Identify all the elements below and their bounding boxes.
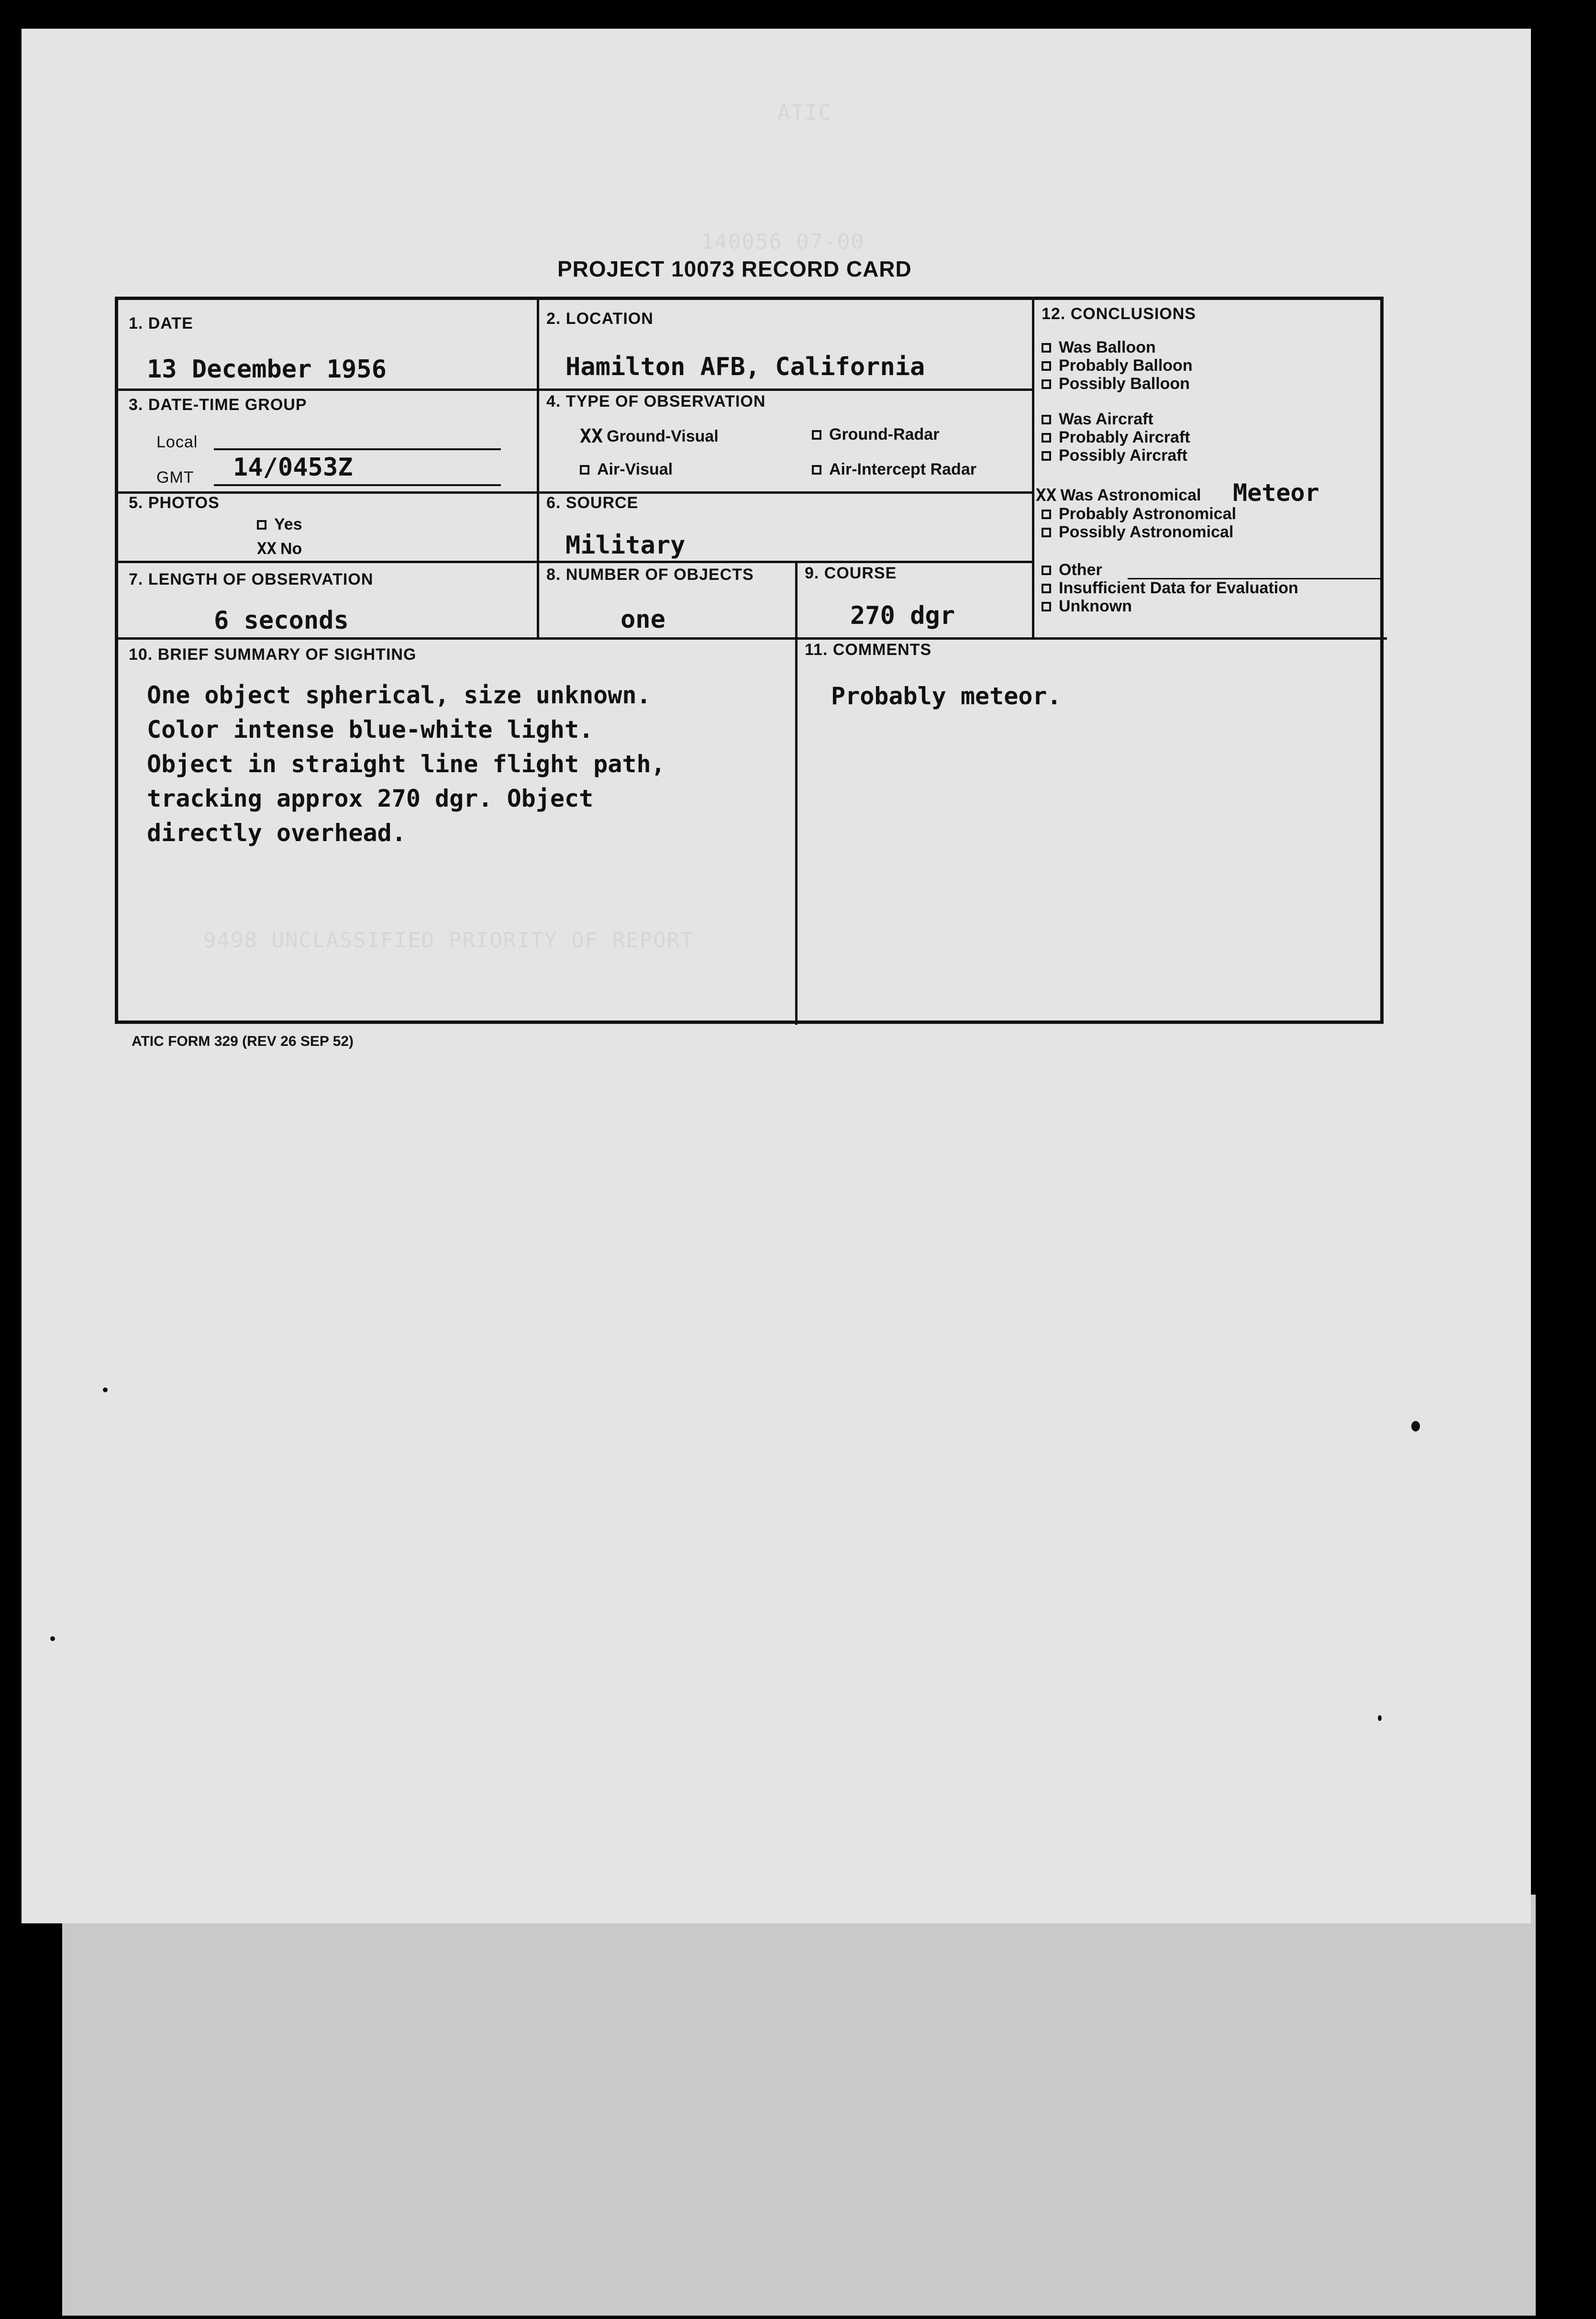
divider-row-3 <box>118 561 1032 563</box>
number-of-objects-label: 8. NUMBER OF OBJECTS <box>546 566 754 584</box>
conclusion-probably-aircraft[interactable] <box>1042 428 1190 447</box>
probably-astronomical-checkbox-icon <box>1042 510 1051 519</box>
was-aircraft-checkbox-icon <box>1042 415 1051 424</box>
course-label: 9. COURSE <box>805 564 897 582</box>
length-of-observation-label: 7. LENGTH OF OBSERVATION <box>129 570 374 588</box>
summary-line-3: Object in straight line flight path, <box>147 750 665 778</box>
option-ground-visual[interactable] <box>580 425 719 447</box>
option-air-intercept-radar[interactable] <box>812 460 976 479</box>
divider-col-1 <box>537 300 539 637</box>
source-label: 6. SOURCE <box>546 494 639 512</box>
possibly-aircraft-label: Possibly Aircraft <box>1059 446 1187 465</box>
film-speck <box>1378 1715 1382 1721</box>
summary-line-1: One object spherical, size unknown. <box>147 681 651 709</box>
conclusion-insufficient-data[interactable] <box>1042 579 1298 598</box>
conclusion-possibly-balloon[interactable] <box>1042 375 1190 393</box>
other-checkbox-icon <box>1042 566 1051 575</box>
photos-no-checkmark: XX <box>257 539 277 558</box>
insufficient-data-label: Insufficient Data for Evaluation <box>1059 579 1298 597</box>
type-of-observation-label: 4. TYPE OF OBSERVATION <box>546 392 766 411</box>
was-astronomical-checkmark: XX <box>1036 486 1057 505</box>
divider-row-4 <box>118 637 1387 640</box>
probably-balloon-label: Probably Balloon <box>1059 356 1193 375</box>
summary-line-5: directly overhead. <box>147 819 406 847</box>
option-photos-yes[interactable] <box>257 515 302 534</box>
conclusion-possibly-aircraft[interactable] <box>1042 446 1187 465</box>
summary-label: 10. BRIEF SUMMARY OF SIGHTING <box>129 645 417 664</box>
air-intercept-radar-label: Air-Intercept Radar <box>829 460 976 478</box>
possibly-balloon-label: Possibly Balloon <box>1059 375 1190 393</box>
unknown-label: Unknown <box>1059 597 1132 615</box>
date-label: 1. DATE <box>129 314 193 333</box>
length-of-observation-value: 6 seconds <box>214 606 349 635</box>
summary-line-2: Color intense blue-white light. <box>147 716 594 743</box>
gmt-label: GMT <box>156 468 194 487</box>
summary-line-4: tracking approx 270 dgr. Object <box>147 785 594 812</box>
conclusion-other[interactable] <box>1042 561 1102 579</box>
local-underline <box>214 448 501 450</box>
film-speck <box>103 1387 108 1392</box>
comments-value: Probably meteor. <box>831 682 1062 710</box>
conclusion-probably-balloon[interactable] <box>1042 356 1193 375</box>
was-balloon-checkbox-icon <box>1042 343 1051 353</box>
bleed-through-text-1: ATIC <box>777 100 832 125</box>
probably-aircraft-label: Probably Aircraft <box>1059 428 1190 446</box>
astronomical-note: Meteor <box>1233 479 1319 507</box>
possibly-aircraft-checkbox-icon <box>1042 451 1051 461</box>
other-label: Other <box>1059 561 1102 579</box>
photos-label: 5. PHOTOS <box>129 494 220 512</box>
option-air-visual[interactable] <box>580 460 673 479</box>
possibly-balloon-checkbox-icon <box>1042 379 1051 389</box>
option-ground-radar[interactable] <box>812 425 939 444</box>
conclusions-label: 12. CONCLUSIONS <box>1042 305 1196 323</box>
divider-col-4 <box>795 637 798 1025</box>
background-lower-sheet <box>62 1895 1536 2316</box>
possibly-astronomical-label: Possibly Astronomical <box>1059 523 1234 541</box>
bleed-through-text-2: 140056 07-00 <box>701 230 864 254</box>
card-title: PROJECT 10073 RECORD CARD <box>557 256 912 281</box>
air-visual-label: Air-Visual <box>597 460 673 478</box>
air-visual-checkbox-icon <box>580 465 589 475</box>
was-balloon-label: Was Balloon <box>1059 338 1156 356</box>
summary-text <box>147 678 665 850</box>
date-time-group-label: 3. DATE-TIME GROUP <box>129 396 307 414</box>
photos-yes-label: Yes <box>274 515 302 533</box>
conclusion-was-aircraft[interactable] <box>1042 410 1153 429</box>
probably-balloon-checkbox-icon <box>1042 361 1051 371</box>
comments-label: 11. COMMENTS <box>805 641 932 659</box>
was-astronomical-label: Was Astronomical <box>1060 486 1201 504</box>
ground-visual-checkmark: XX <box>580 425 603 447</box>
photos-no-label: No <box>280 539 302 558</box>
gmt-value: 14/0453Z <box>233 453 353 482</box>
form-identifier: ATIC FORM 329 (REV 26 SEP 52) <box>132 1033 354 1049</box>
unknown-checkbox-icon <box>1042 602 1051 611</box>
probably-aircraft-checkbox-icon <box>1042 433 1051 443</box>
film-speck <box>1411 1421 1420 1431</box>
date-value: 13 December 1956 <box>147 355 387 384</box>
film-speck <box>50 1636 55 1641</box>
photos-yes-checkbox-icon <box>257 520 266 530</box>
location-label: 2. LOCATION <box>546 310 654 328</box>
conclusion-unknown[interactable] <box>1042 597 1132 616</box>
bleed-through-text-3: 9498 UNCLASSIFIED PRIORITY OF REPORT <box>203 928 694 953</box>
divider-col-2 <box>1032 300 1034 637</box>
ground-radar-label: Ground-Radar <box>829 425 940 444</box>
insufficient-data-checkbox-icon <box>1042 584 1051 593</box>
number-of-objects-value: one <box>621 605 665 634</box>
conclusion-was-balloon[interactable] <box>1042 338 1156 357</box>
source-value: Military <box>565 531 686 560</box>
air-intercept-radar-checkbox-icon <box>812 465 821 475</box>
conclusion-probably-astronomical[interactable] <box>1042 505 1236 523</box>
conclusion-possibly-astronomical[interactable] <box>1042 523 1233 542</box>
conclusion-was-astronomical[interactable] <box>1036 486 1201 505</box>
was-aircraft-label: Was Aircraft <box>1059 410 1153 428</box>
ground-radar-checkbox-icon <box>812 430 821 440</box>
local-label: Local <box>156 433 198 451</box>
record-card <box>115 297 1384 1024</box>
option-photos-no[interactable] <box>257 539 302 558</box>
course-value: 270 dgr <box>850 601 955 630</box>
probably-astronomical-label: Probably Astronomical <box>1059 505 1236 523</box>
location-value: Hamilton AFB, California <box>565 353 925 381</box>
divider-col-3 <box>795 561 798 637</box>
divider-row-1 <box>118 388 1032 391</box>
ground-visual-label: Ground-Visual <box>607 427 719 445</box>
gmt-underline <box>214 484 501 486</box>
possibly-astronomical-checkbox-icon <box>1042 528 1051 537</box>
